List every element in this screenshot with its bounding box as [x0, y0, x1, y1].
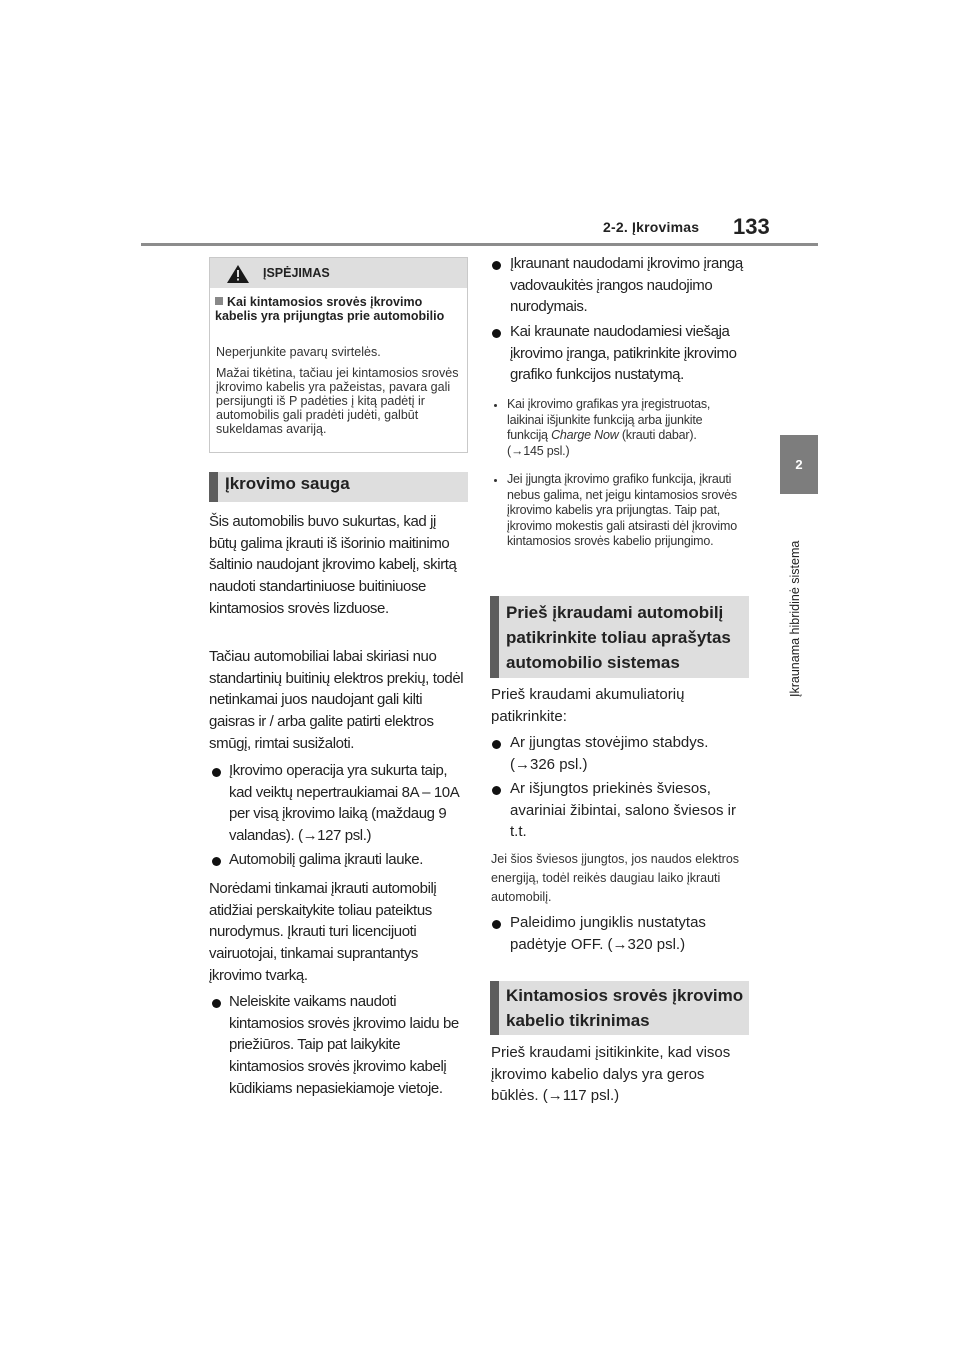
- square-bullet-icon: [215, 297, 223, 305]
- right-bullet-1: Įkraunant naudodami įkrovimo įrangą vadovaukitės įrangos naudojimo nurodymais.: [510, 255, 743, 316]
- right-note: Jei šios šviesos įjungtos, jos naudos elektros energiją, todėl reikės daugiau laiko įkrauti automobilį.: [491, 852, 740, 905]
- bullet-dot-icon: [212, 768, 221, 777]
- chapter-title: Įkraunama hibridinė sistema: [788, 540, 802, 697]
- right-paragraph-1: Prieš kraudami akumuliatorių patikrinkite:: [491, 686, 685, 725]
- right-bullet-2: Kai kraunate naudodamiesi viešąja įkrovimo įranga, patikrinkite įkrovimo grafiko funkcijos nustatymą.: [510, 323, 737, 384]
- right-bullet-3: Ar įjungtas stovėjimo stabdys. (→326 psl.): [510, 734, 709, 773]
- right-paragraph-2: Prieš kraudami įsitikinkite, kad visos įkrovimo kabelio dalys yra geros būklės. (→117 psl.): [491, 1044, 731, 1105]
- bullet-dot-icon: [492, 920, 501, 929]
- warning-subheading: Kai kintamosios srovės įkrovimo kabelis yra prijungtas prie automobilio: [215, 295, 445, 323]
- bullet-dot-icon: [492, 261, 501, 270]
- right-small-note-2: Jei įjungta įkrovimo grafiko funkcija, įkrauti nebus galima, net jeigu kintamosios srovės įkrovimo kabelis yra prijungtas. Taip pat, įkrovimo mokestis gali atsirasti dėl įkrovimo kintamosios srovės kabelio prijungimo.: [507, 472, 737, 548]
- bullet-dot-icon: [492, 329, 501, 338]
- left-bullet-2: Automobilį galima įkrauti lauke.: [229, 851, 423, 868]
- chapter-title-vertical: [784, 505, 808, 705]
- section-header-check-systems: Prieš įkraudami automobilį patikrinkite toliau aprašytas automobilio sistemas: [490, 596, 749, 678]
- chapter-tab: [780, 435, 818, 494]
- small-bullet-icon: [494, 404, 497, 407]
- warning-triangle-icon: [227, 265, 249, 283]
- right-bullet-5: Paleidimo jungiklis nustatytas padėtyje OFF. (→320 psl.): [510, 914, 706, 953]
- chapter-number: 2: [795, 457, 803, 472]
- left-bullet-1: Įkrovimo operacija yra sukurta taip, kad veiktų nepertraukiamai 8A – 10A per visą įkrovimo laiką (maždaug 9 valandas). (→127 psl.): [229, 762, 459, 845]
- right-bullet-4: Ar išjungtos priekinės šviesos, avariniai žibintai, salono šviesos ir t.t.: [510, 780, 736, 841]
- warning-text-2: Mažai tikėtina, tačiau jei kintamosios srovės įkrovimo kabelis yra pažeistas, pavara gali persijungti iš P padėties į kitą padėtį ir automobilis gali pradėti judėti, galbūt sukeldamas avariją.: [216, 366, 459, 436]
- warning-header: [210, 258, 467, 288]
- left-bullet-3: Neleiskite vaikams naudoti kintamosios srovės įkrovimo laidu be priežiūros. Taip pat laikykite kintamosios srovės įkrovimo kabelį kūdikiams nepasiekiamoje vietoje.: [229, 993, 459, 1097]
- header-rule: [141, 243, 818, 246]
- bullet-dot-icon: [212, 857, 221, 866]
- left-paragraph-1: Šis automobilis buvo sukurtas, kad jį būtų galima įkrauti iš išorinio maitinimo šaltinio naudojant įkrovimo kabelį, skirtą naudoti standartiniuose buitiniuose kintamosios srovės lizduose.: [209, 513, 457, 617]
- left-paragraph-3: Norėdami tinkamai įkrauti automobilį atidžiai perskaitykite toliau pateiktus nurodymus. Įkrauti turi licencijuoti vairuotojai, tinkamai suprantantys įkrovimo tvarką.: [209, 880, 437, 984]
- left-paragraph-2: Tačiau automobiliai labai skiriasi nuo standartinių buitinių elektros prekių, todėl netinkamai juos naudojant gali kilti gaisras ir / arba galite patirti elektros smūgį, rimtai susižaloti.: [209, 648, 464, 752]
- small-bullet-icon: [494, 479, 497, 482]
- section-title: 2-2. Įkrovimas: [603, 219, 700, 235]
- warning-box: [209, 257, 468, 453]
- bullet-dot-icon: [212, 999, 221, 1008]
- page-number: 133: [733, 214, 770, 239]
- right-small-note-1: Kai įkrovimo grafikas yra įregistruotas, laikinai išjunkite funkciją arba įjunkite funkciją Charge Now (krauti dabar). (→145 psl.): [507, 397, 711, 458]
- bullet-dot-icon: [492, 786, 501, 795]
- section-header-charging-safety: Įkrovimo sauga: [209, 472, 468, 502]
- section-header-cable-check: Kintamosios srovės įkrovimo kabelio tikrinimas: [490, 981, 749, 1035]
- warning-text-1: Neperjunkite pavarų svirtelės.: [216, 345, 381, 359]
- bullet-dot-icon: [492, 740, 501, 749]
- warning-title: ĮSPĖJIMAS: [263, 266, 330, 280]
